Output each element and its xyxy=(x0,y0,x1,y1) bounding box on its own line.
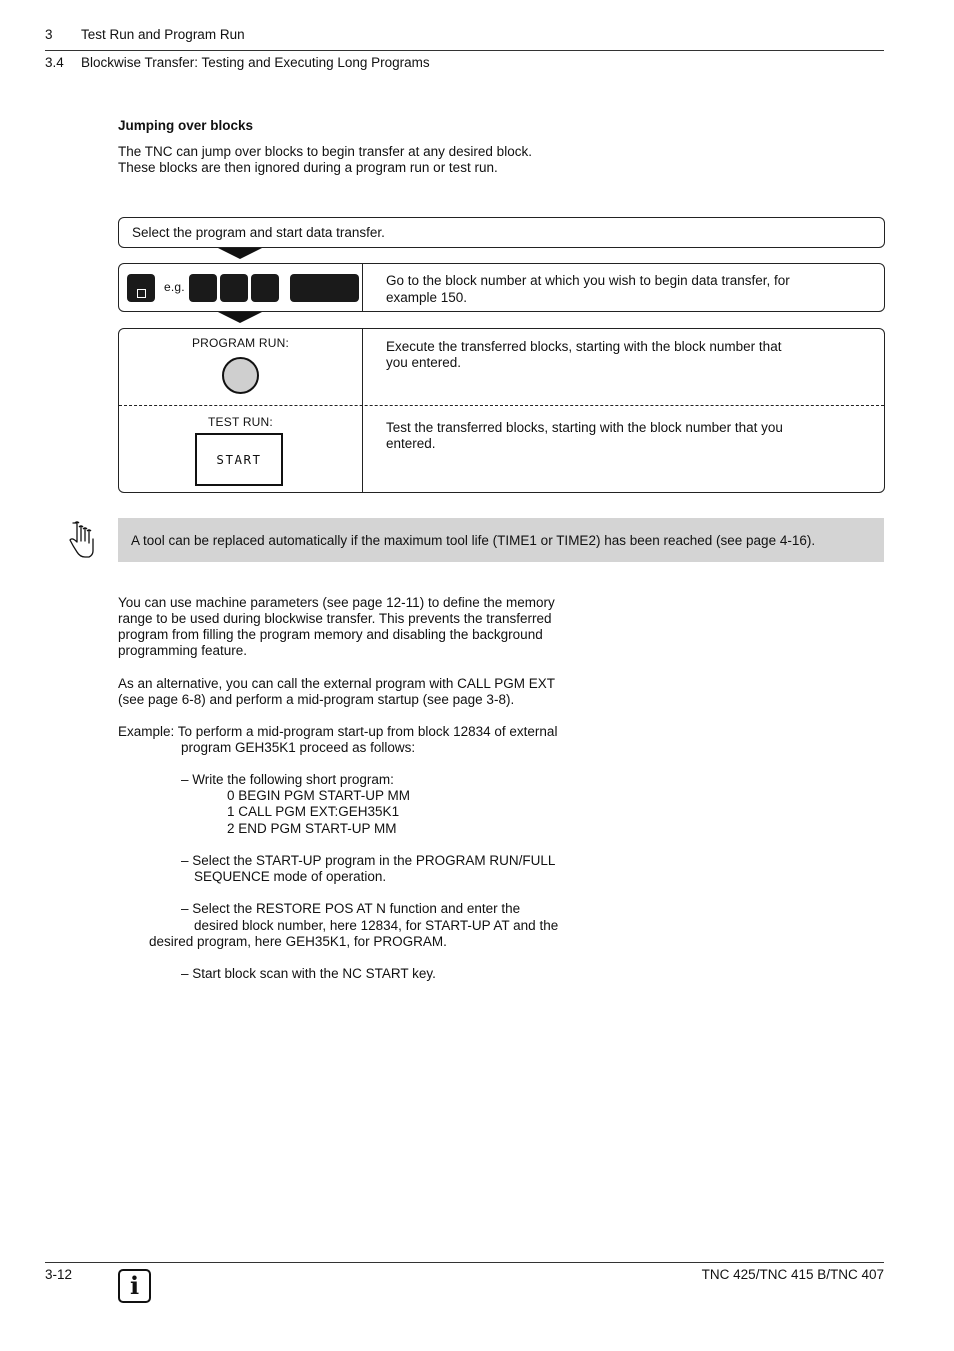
bullet-item: desired block number, here 12834, for START-UP AT and the xyxy=(194,918,559,933)
digit-key-icon xyxy=(189,274,217,302)
section-heading: Jumping over blocks xyxy=(118,118,254,133)
note-text: A tool can be replaced automatically if the maximum tool life (TIME1 or TIME2) has been reached (see page 4-16). xyxy=(131,532,816,548)
example-line: program GEH35K1 proceed as follows: xyxy=(181,740,416,755)
bullet-item: – Start block scan with the NC START key. xyxy=(181,966,436,981)
body-line: programming feature. xyxy=(118,643,248,658)
ent-key-icon xyxy=(290,274,359,302)
bullet-item: – Write the following short program: xyxy=(181,772,394,787)
step1-text: Select the program and start data transfer. xyxy=(132,225,385,240)
test-run-text: entered. xyxy=(386,436,436,451)
test-run-label: TEST RUN: xyxy=(208,415,273,429)
chapter-number: 3 xyxy=(45,27,53,42)
model-name: TNC 425/TNC 415 B/TNC 407 xyxy=(701,1267,884,1282)
info-icon: i xyxy=(118,1269,151,1303)
program-run-text: you entered. xyxy=(386,355,462,370)
program-run-text: Execute the transferred blocks, starting with the block number that xyxy=(386,339,782,354)
nc-start-key-icon xyxy=(222,357,259,394)
start-softkey-icon xyxy=(195,433,283,486)
pointing-hand-icon xyxy=(68,520,96,560)
bullet-item: SEQUENCE mode of operation. xyxy=(194,869,387,884)
start-key-label: START xyxy=(216,452,262,467)
digit-key-icon xyxy=(220,274,248,302)
step2-text: example 150. xyxy=(386,290,468,305)
test-run-text: Test the transferred blocks, starting with the block number that you xyxy=(386,420,783,435)
intro-line: The TNC can jump over blocks to begin transfer at any desired block. xyxy=(118,144,532,159)
arrow-down-icon xyxy=(218,312,262,323)
chapter-title: Test Run and Program Run xyxy=(81,27,245,42)
step2-box xyxy=(118,263,885,312)
page-number: 3-12 xyxy=(45,1267,73,1282)
body-line: You can use machine parameters (see page 12-11) to define the memory xyxy=(118,595,555,610)
body-line: (see page 6-8) and perform a mid-program startup (see page 3-8). xyxy=(118,692,515,707)
bullet-item: – Select the RESTORE POS AT N function and enter the xyxy=(181,901,521,916)
program-line: 1 CALL PGM EXT:GEH35K1 xyxy=(227,804,400,819)
note-box xyxy=(118,518,884,562)
step1-box xyxy=(118,217,885,248)
run-options-box xyxy=(118,328,885,493)
body-line: range to be used during blockwise transfer. This prevents the transferred xyxy=(118,611,552,626)
bullet-item: desired program, here GEH35K1, for PROGRAM. xyxy=(149,934,447,949)
section-number: 3.4 xyxy=(45,55,64,70)
bullet-item: – Select the START-UP program in the PROGRAM RUN/FULL xyxy=(181,853,556,868)
intro-line: These blocks are then ignored during a program run or test run. xyxy=(118,160,498,175)
digit-key-icon xyxy=(251,274,279,302)
program-line: 2 END PGM START-UP MM xyxy=(227,821,397,836)
body-line: program from filling the program memory and disabling the background xyxy=(118,627,543,642)
program-line: 0 BEGIN PGM START-UP MM xyxy=(227,788,411,803)
footer-rule xyxy=(45,1262,884,1263)
program-run-label: PROGRAM RUN: xyxy=(191,336,290,350)
header-rule xyxy=(45,50,884,51)
section-title: Blockwise Transfer: Testing and Executing Long Programs xyxy=(81,55,430,70)
arrow-down-icon xyxy=(218,248,262,259)
example-line: Example: To perform a mid-program start-up from block 12834 of external xyxy=(118,724,558,739)
eg-label: e.g. xyxy=(164,280,185,294)
goto-key-icon xyxy=(127,274,155,302)
body-line: As an alternative, you can call the external program with CALL PGM EXT xyxy=(118,676,555,691)
dashed-divider xyxy=(119,405,884,406)
step2-text: Go to the block number at which you wish to begin data transfer, for xyxy=(386,273,790,288)
